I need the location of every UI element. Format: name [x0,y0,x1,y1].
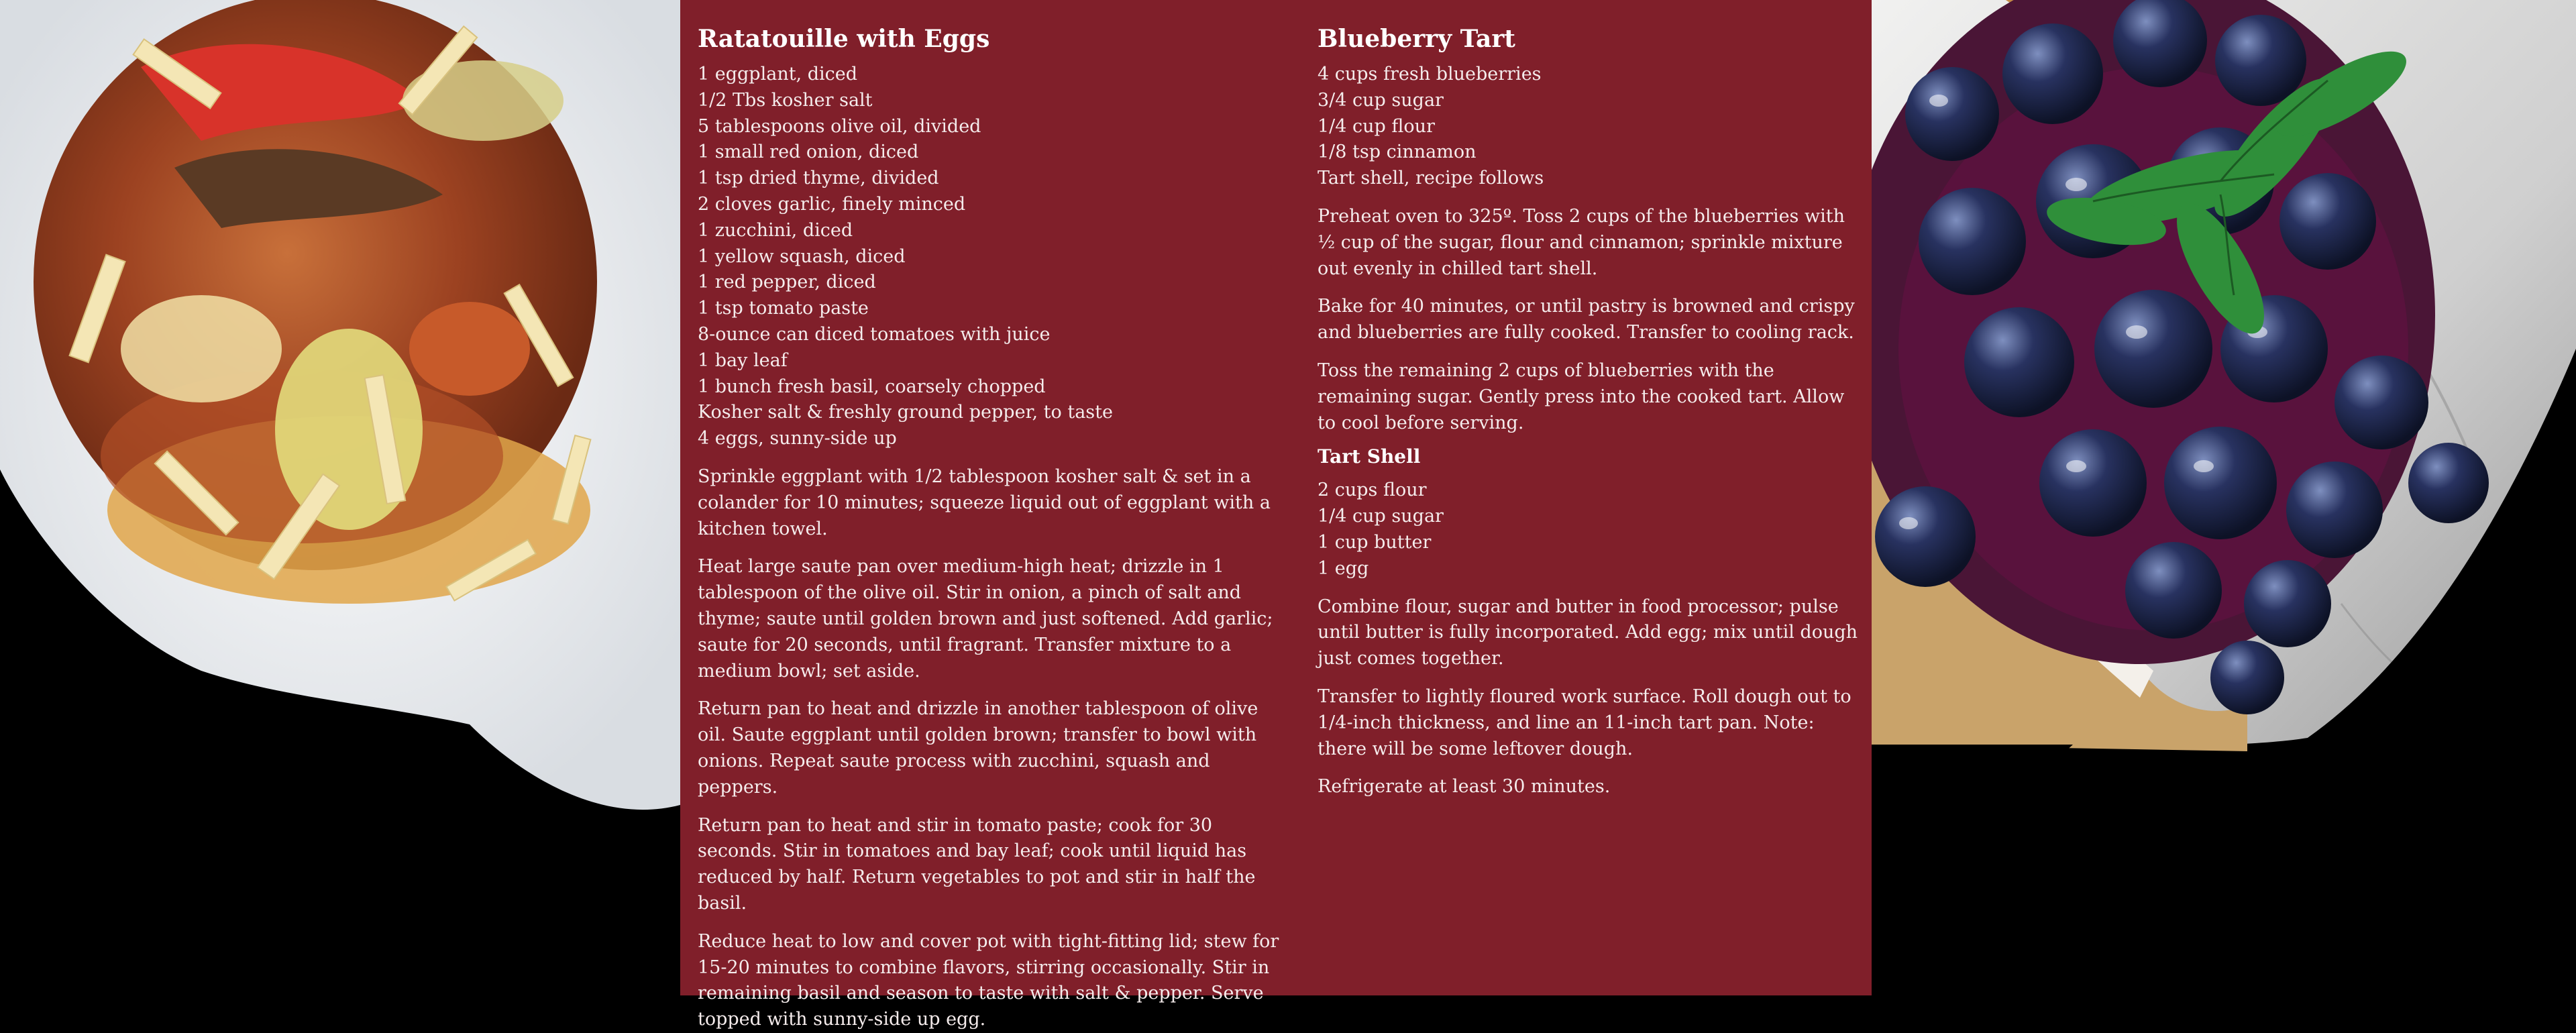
ratatouille-image [0,0,680,995]
ingredient-item: 1 eggplant, diced [698,64,858,85]
instruction-step: Heat large saute pan over medium-high heat; drizzle in 1 tablespoon of the olive oil. Stir in onion, a pinch of salt and thyme; saute until golden brown and just softened. Add garlic; saute for 20 seconds, until fragrant. Transfer mixture to a medium bowl; set aside. [698,556,1273,682]
blueberry-title: Blueberry Tart [1318,25,1515,53]
blueberry-ingredients [1318,62,1862,192]
tart-shell-title: Tart Shell [1318,445,1421,468]
ratatouille-title: Ratatouille with Eggs [698,25,990,53]
ingredient-item: 1 yellow squash, diced [698,246,906,267]
instruction-step: Return pan to heat and drizzle in another tablespoon of olive oil. Saute eggplant until golden brown; transfer to bowl with onions. Repeat saute process with zucchini, squash and peppers. [698,698,1258,798]
ingredient-item: 2 cups flour [1318,480,1427,501]
ingredient-item: 1 cup butter [1318,531,1432,553]
ingredient-item: 1 tsp tomato paste [698,298,869,319]
instruction-step: Refrigerate at least 30 minutes. [1318,776,1611,798]
ingredient-item: 4 eggs, sunny-side up [698,428,897,449]
ingredient-item: 3/4 cup sugar [1318,89,1444,111]
ingredient-item: 2 cloves garlic, finely minced [698,193,966,215]
instruction-step: Sprinkle eggplant with 1/2 tablespoon kosher salt & set in a colander for 10 minutes; squeeze liquid out of eggplant with a kitchen towel. [698,466,1271,539]
ratatouille-ingredients [698,62,1288,452]
ingredient-item: 1 bunch fresh basil, coarsely chopped [698,376,1046,397]
recipe-panel [680,0,1872,1030]
ingredient-item: 1 zucchini, diced [698,219,853,241]
ingredient-item: 1 tsp dried thyme, divided [698,168,939,189]
blueberry-tart-recipe [1318,0,1862,800]
blueberry-tart-image [1872,0,2576,995]
ingredient-item: 1 bay leaf [698,349,788,371]
ingredient-item: 1 egg [1318,557,1369,579]
ingredient-item: 8-ounce can diced tomatoes with juice [698,323,1051,345]
ingredient-item: 1/4 cup sugar [1318,506,1444,527]
ingredient-item: Kosher salt & freshly ground pepper, to taste [698,402,1113,423]
instruction-step: Bake for 40 minutes, or until pastry is browned and crispy and blueberries are fully cooked. Transfer to cooling rack. [1318,296,1855,343]
ingredient-item: 1/2 Tbs kosher salt [698,89,873,111]
blueberry-tart-photo [1872,0,2576,995]
ratatouille-recipe [698,0,1288,1033]
ingredient-item: 1 red pepper, diced [698,272,876,293]
ratatouille-photo [0,0,680,995]
tart-shell-ingredients [1318,478,1862,582]
instruction-step: Combine flour, sugar and butter in food processor; pulse until butter is fully incorporated. Add egg; mix until dough just comes together. [1318,596,1858,669]
instruction-step: Preheat oven to 325º. Toss 2 cups of the blueberries with ½ cup of the sugar, flour and cinnamon; sprinkle mixture out evenly in chilled tart shell. [1318,205,1845,279]
instruction-step: Return pan to heat and stir in tomato paste; cook for 30 seconds. Stir in tomatoes and bay leaf; cook until liquid has reduced by half. Return vegetables to pot and stir in half the basil. [698,814,1256,914]
ingredient-item: 4 cups fresh blueberries [1318,64,1542,85]
ingredient-item: 1/4 cup flour [1318,115,1435,137]
ingredient-item: 1 small red onion, diced [698,142,919,163]
instruction-step: Transfer to lightly floured work surface. Roll dough out to 1/4-inch thickness, and line an 11-inch tart pan. Note: there will be some leftover dough. [1318,686,1851,759]
instruction-step: Reduce heat to low and cover pot with tight-fitting lid; stew for 15-20 minutes to combine flavors, stirring occasionally. Stir in remaining basil and season to taste with salt & pepper. Serve topped with sunny-side up egg. [698,930,1279,1030]
instruction-step: Toss the remaining 2 cups of blueberries with the remaining sugar. Gently press into the cooked tart. Allow to cool before serving. [1318,360,1845,433]
ingredient-item: Tart shell, recipe follows [1318,168,1544,189]
ingredient-item: 1/8 tsp cinnamon [1318,142,1477,163]
ingredient-item: 5 tablespoons olive oil, divided [698,115,981,137]
